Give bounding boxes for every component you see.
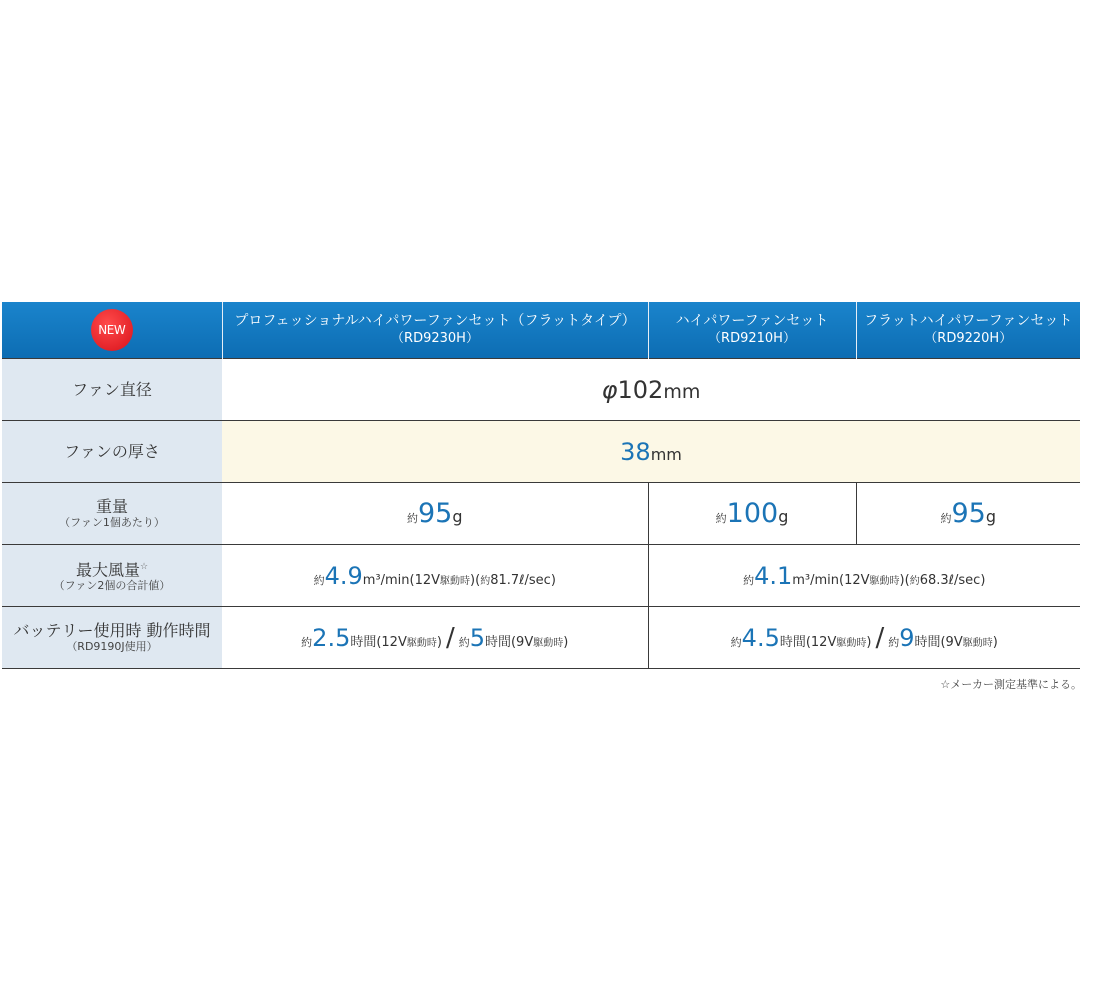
value-number: 4.5 xyxy=(741,623,780,652)
value-number: 4.1 xyxy=(754,561,793,590)
row-label: バッテリー使用時 動作時間 xyxy=(13,621,211,640)
column-header-rd9220h xyxy=(856,302,1080,359)
row-label-cell xyxy=(2,483,222,545)
slash-separator: / xyxy=(445,622,455,653)
paren: ) xyxy=(992,634,998,650)
value-number: 5 xyxy=(469,623,485,652)
drive-note: 駆動時 xyxy=(406,637,437,649)
approx-prefix: 約 xyxy=(406,512,418,525)
approx-prefix: 約 xyxy=(480,575,491,587)
column-header-rd9210h xyxy=(648,302,856,359)
value-unit: mm xyxy=(650,444,682,464)
row-label-cell xyxy=(2,607,222,669)
approx-prefix: 約 xyxy=(743,573,755,587)
battery-rd9210h-rd9220h xyxy=(648,607,1080,669)
weight-rd9220h xyxy=(856,483,1080,545)
paren: ) xyxy=(563,634,569,650)
approx-prefix: 約 xyxy=(730,635,742,649)
column-name: フラットハイパワーファンセット xyxy=(864,313,1073,329)
drive-note: 駆動時 xyxy=(962,637,993,649)
row-label-cell xyxy=(2,545,222,607)
value-unit: 時間(12V xyxy=(350,634,407,650)
paren: ) xyxy=(866,634,872,650)
value-number: 102 xyxy=(617,375,664,404)
drive-note: 駆動時 xyxy=(533,637,564,649)
value-unit: m³/min(12V xyxy=(792,572,870,588)
column-model: （RD9220H） xyxy=(924,331,1013,346)
weight-rd9210h xyxy=(648,483,856,545)
row-note: （RD9190J使用） xyxy=(66,640,158,653)
row-battery-time xyxy=(2,607,1080,669)
thickness-value xyxy=(222,421,1080,483)
value-unit: g xyxy=(985,507,996,526)
weight-rd9230h xyxy=(222,483,648,545)
diameter-value xyxy=(222,359,1080,421)
secondary-value: 81.7ℓ/sec) xyxy=(490,572,556,588)
paren: ) xyxy=(436,634,442,650)
row-note: （ファン2個の合計値） xyxy=(53,579,171,593)
drive-note: 駆動時 xyxy=(836,637,867,649)
drive-note: 駆動時 xyxy=(440,575,471,587)
row-fan-diameter xyxy=(2,359,1080,421)
approx-prefix: 約 xyxy=(715,512,727,525)
approx-prefix: 約 xyxy=(888,635,900,649)
value-number: 100 xyxy=(726,498,779,529)
battery-rd9230h xyxy=(222,607,648,669)
value-number: 2.5 xyxy=(312,623,351,652)
airflow-rd9230h xyxy=(222,545,648,607)
row-label: 重量 xyxy=(95,497,128,516)
row-max-airflow xyxy=(2,545,1080,607)
column-name: ハイパワーファンセット xyxy=(675,313,829,329)
approx-prefix: 約 xyxy=(301,635,313,649)
value-number: 4.9 xyxy=(324,561,363,590)
header-row xyxy=(2,302,1080,359)
column-header-rd9230h xyxy=(222,302,648,359)
slash-separator: / xyxy=(875,622,885,653)
column-model: （RD9210H） xyxy=(708,331,796,346)
paren: )( xyxy=(899,572,910,588)
value-number: 95 xyxy=(417,498,453,529)
value-unit: 時間(12V xyxy=(779,634,837,650)
row-note: （ファン1個あたり） xyxy=(59,516,165,529)
row-label: ファン直径 xyxy=(2,359,222,421)
value-number: 38 xyxy=(620,437,651,466)
value-number: 95 xyxy=(951,498,986,529)
badge-cell xyxy=(2,302,222,359)
value-unit: m³/min(12V xyxy=(362,572,441,588)
row-label: ファンの厚さ xyxy=(2,421,222,483)
approx-prefix: 約 xyxy=(909,575,920,587)
footnote: ☆メーカー測定基準による。 xyxy=(940,678,1082,691)
approx-prefix: 約 xyxy=(458,635,470,649)
value-unit: 時間(9V xyxy=(484,634,534,650)
value-number: 9 xyxy=(899,623,915,652)
secondary-value: 68.3ℓ/sec) xyxy=(919,572,986,588)
drive-note: 駆動時 xyxy=(869,575,900,587)
value-unit: 時間(9V xyxy=(914,634,963,650)
approx-prefix: 約 xyxy=(940,512,952,525)
value-unit: mm xyxy=(663,380,701,403)
row-fan-thickness xyxy=(2,421,1080,483)
phi-symbol: φ xyxy=(601,375,618,404)
spec-table xyxy=(2,302,1080,669)
approx-prefix: 約 xyxy=(313,573,325,587)
value-unit: g xyxy=(778,507,789,526)
airflow-rd9210h-rd9220h xyxy=(648,545,1080,607)
paren: )( xyxy=(470,572,481,588)
column-model: （RD9230H） xyxy=(391,331,479,346)
row-weight xyxy=(2,483,1080,545)
column-name: プロフェッショナルハイパワーファンセット（フラットタイプ） xyxy=(234,313,636,329)
row-label: 最大風量 xyxy=(75,560,140,580)
new-badge: NEW xyxy=(91,309,133,351)
value-unit: g xyxy=(452,507,463,526)
star-mark: ☆ xyxy=(139,561,149,572)
